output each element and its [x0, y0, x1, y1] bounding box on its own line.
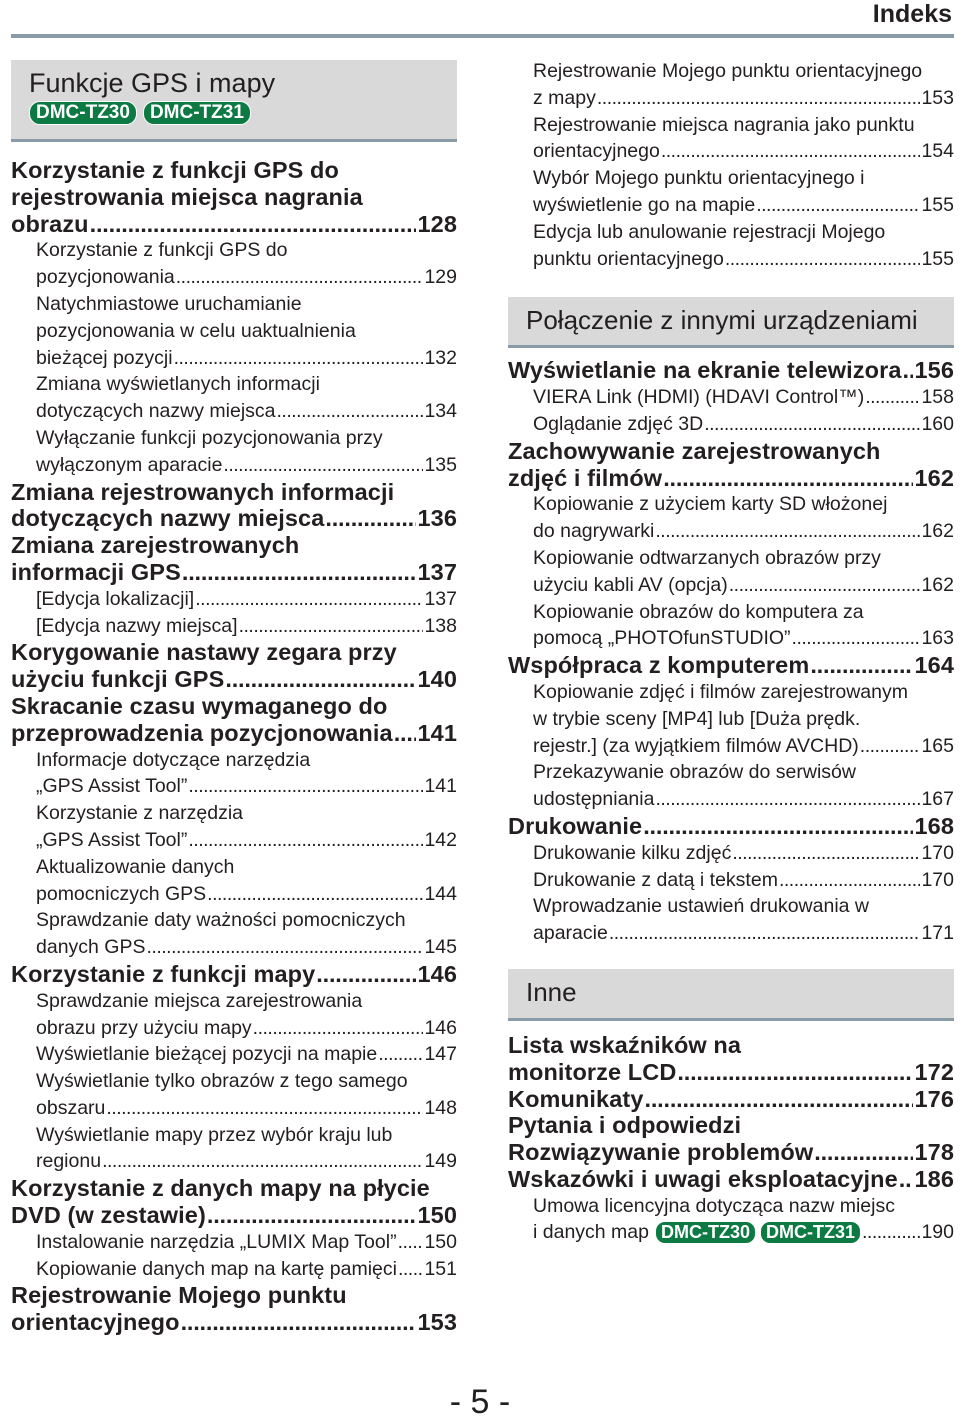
toc-entry-sub	[11, 988, 457, 1042]
toc-entry-text: [Edycja lokalizacji]	[36, 587, 195, 610]
toc-entry-text: Wyświetlanie bieżącej pozycji na mapie	[36, 1043, 378, 1066]
right-column	[508, 58, 954, 1246]
toc-entry-sub	[11, 1041, 457, 1068]
toc-entry-last-line[interactable]	[11, 827, 457, 854]
toc-page-number: 158	[921, 386, 954, 409]
toc-entry-text: wyłączonym aparacie	[36, 453, 223, 476]
toc-entry-text: rejestr.] (za wyjątkiem filmów AVCHD)	[533, 734, 859, 757]
toc-entry-last-line[interactable]	[508, 1086, 954, 1113]
toc-line: Pytania i odpowiedzi	[508, 1112, 742, 1139]
toc-entry-text: przeprowadzenia pozycjonowania	[11, 719, 393, 746]
toc-entry-text: orientacyjnego	[11, 1309, 180, 1336]
toc-entry-last-line[interactable]	[11, 1309, 457, 1336]
toc-entry-last-line[interactable]	[11, 720, 457, 747]
leader-dots	[90, 211, 417, 238]
toc-entry-text: Drukowanie kilku zdjęć	[533, 841, 732, 864]
toc-entry-main	[508, 1166, 954, 1193]
toc-entry-last-line[interactable]	[508, 85, 954, 112]
right-entries-top	[508, 58, 954, 272]
toc-line: Rejestrowanie Mojego punktu orientacyjnego	[533, 60, 923, 82]
toc-line: Edycja lub anulowanie rejestracji Mojego	[533, 220, 886, 243]
toc-line: Zmiana zarejestrowanych	[11, 532, 300, 559]
toc-line: Wyświetlanie mapy przez wybór kraju lub	[36, 1123, 393, 1146]
toc-page-number: 141	[424, 775, 457, 798]
toc-page-number: 153	[417, 1309, 457, 1336]
toc-page-number: 149	[424, 1150, 457, 1173]
toc-entry-last-line[interactable]	[508, 357, 954, 384]
toc-entry-last-line[interactable]	[11, 505, 457, 532]
leader-dots	[253, 1015, 424, 1042]
toc-entry-text: Kopiowanie danych map na kartę pamięci	[36, 1257, 397, 1280]
toc-entry-sub	[11, 586, 457, 613]
toc-entry-last-line[interactable]	[508, 518, 954, 545]
toc-entry-text: Drukowanie	[508, 812, 643, 839]
leader-dots	[661, 138, 921, 165]
toc-entry-text: Korzystanie z funkcji mapy	[11, 960, 316, 987]
toc-entry-text: bieżącej pozycji	[36, 346, 173, 369]
toc-page-number: 171	[921, 922, 954, 945]
toc-entry-sub	[11, 1068, 457, 1122]
toc-page-number: 144	[424, 882, 457, 905]
toc-entry-sub	[508, 165, 954, 219]
toc-page-number: 147	[424, 1043, 457, 1066]
toc-entry-sub	[508, 112, 954, 166]
toc-entry-sub	[11, 800, 457, 854]
toc-page-number: 165	[921, 734, 954, 757]
toc-line: Wprowadzanie ustawień drukowania w	[533, 895, 870, 918]
toc-page-number: 162	[914, 464, 954, 491]
toc-entry-last-line[interactable]	[11, 452, 457, 479]
toc-entry-text: Współpraca z komputerem	[508, 652, 810, 679]
toc-page-number: 140	[417, 666, 457, 693]
leader-dots	[655, 786, 920, 813]
toc-line: Kopiowanie odtwarzanych obrazów przy	[533, 546, 881, 569]
toc-entry-text: „GPS Assist Tool”	[36, 775, 188, 798]
toc-page-number: 167	[921, 788, 954, 811]
toc-page-number: 155	[921, 247, 954, 270]
toc-entry-sub	[11, 854, 457, 908]
leader-dots	[225, 666, 416, 693]
left-column	[11, 60, 457, 1336]
toc-entry-last-line[interactable]	[11, 1041, 457, 1068]
leader-dots	[865, 384, 920, 411]
toc-entry-last-line[interactable]	[11, 264, 457, 291]
toc-entry-sub	[508, 58, 954, 112]
toc-page-number: 154	[921, 140, 954, 163]
section-title: Połączenie z innymi urządzeniami	[526, 305, 918, 336]
toc-entry-text: [Edycja nazwy miejsca]	[36, 614, 238, 637]
toc-entry-last-line[interactable]	[11, 1256, 457, 1283]
toc-entry-main	[11, 1175, 457, 1229]
toc-entry-last-line[interactable]	[508, 572, 954, 599]
leader-dots	[378, 1041, 423, 1068]
toc-entry-sub	[508, 384, 954, 411]
toc-entry-last-line[interactable]	[508, 920, 954, 947]
leader-dots	[277, 398, 424, 425]
toc-page-number: 170	[921, 841, 954, 864]
toc-entry-text: monitorze LCD	[508, 1058, 677, 1085]
toc-entry-text: Instalowanie narzędzia „LUMIX Map Tool”	[36, 1230, 397, 1253]
toc-entry-last-line[interactable]	[508, 246, 954, 273]
toc-page-number: 162	[921, 520, 954, 543]
toc-entry-text: Komunikaty	[508, 1085, 644, 1112]
toc-entry-text: Rozwiązywanie problemów	[508, 1139, 814, 1166]
leader-dots	[398, 1256, 423, 1283]
toc-entry-last-line[interactable]	[508, 625, 954, 652]
toc-entry-text: pomocniczych GPS	[36, 882, 207, 905]
toc-line: Skracanie czasu wymaganego do	[11, 692, 388, 719]
leader-dots	[779, 867, 921, 894]
toc-entry-main	[11, 532, 457, 586]
header-rule	[11, 34, 954, 38]
toc-line: Zachowywanie zarejestrowanych	[508, 437, 881, 464]
toc-entry-main	[508, 652, 954, 679]
leader-dots	[223, 452, 423, 479]
toc-entry-text: DVD (w zestawie)	[11, 1202, 206, 1229]
right-entries-mid	[508, 357, 954, 947]
toc-page-number: 135	[424, 453, 457, 476]
section-title: Funkcje GPS i mapy	[29, 68, 276, 98]
toc-line: Sprawdzanie miejsca zarejestrowania	[36, 989, 363, 1012]
toc-entry-last-line[interactable]	[11, 881, 457, 908]
toc-page-number: 162	[921, 573, 954, 596]
toc-line: Aktualizowanie danych	[36, 855, 235, 878]
toc-entry-sub	[508, 679, 954, 759]
left-entries	[11, 157, 457, 1336]
leader-dots	[102, 1148, 423, 1175]
toc-entry-text: pomocą „PHOTOfunSTUDIO”	[533, 627, 791, 650]
right-entries-bottom	[508, 1032, 954, 1246]
toc-entry-last-line[interactable]	[11, 773, 457, 800]
toc-entry-text: dotyczących nazwy miejsca	[36, 400, 276, 423]
toc-entry-main	[508, 438, 954, 492]
toc-entry-sub	[508, 840, 954, 867]
toc-line: Wybór Mojego punktu orientacyjnego i	[533, 167, 865, 190]
toc-entry-sub	[11, 613, 457, 640]
toc-line: Natychmiastowe uruchamianie	[36, 292, 302, 315]
toc-entry-sub	[508, 599, 954, 653]
toc-entry-main	[11, 961, 457, 988]
model-badges	[29, 101, 439, 125]
toc-entry-text: zdjęć i filmów	[508, 464, 663, 491]
toc-entry-last-line[interactable]	[11, 1148, 457, 1175]
toc-entry-last-line[interactable]	[508, 733, 954, 760]
toc-entry-text: Drukowanie z datą i tekstem	[533, 868, 778, 891]
section-connections	[508, 297, 954, 348]
leader-dots	[729, 572, 921, 599]
toc-page-number: 153	[921, 86, 954, 109]
toc-entry-sub	[508, 491, 954, 545]
toc-entry-text: punktu orientacyjnego	[533, 247, 724, 270]
model-badge: DMC-TZ30	[29, 101, 137, 125]
toc-entry-last-line[interactable]	[11, 586, 457, 613]
toc-page-number: 128	[417, 210, 457, 237]
section-gps-maps	[11, 60, 457, 142]
leader-dots	[645, 1086, 914, 1113]
toc-line: Korzystanie z danych mapy na płycie	[11, 1175, 430, 1202]
toc-entry-last-line[interactable]	[11, 1229, 457, 1256]
leader-dots	[146, 934, 423, 961]
toc-page-number: 134	[424, 400, 457, 423]
section-other	[508, 969, 954, 1021]
toc-entry-text: z mapy	[533, 86, 596, 109]
toc-entry-last-line[interactable]	[508, 1059, 954, 1086]
leader-dots	[643, 813, 913, 840]
leader-dots	[316, 961, 416, 988]
leader-dots	[174, 345, 424, 372]
leader-dots	[188, 773, 423, 800]
toc-entry-sub	[11, 907, 457, 961]
toc-entry-main	[508, 1032, 954, 1086]
toc-page-number: 178	[914, 1139, 954, 1166]
leader-dots	[792, 625, 921, 652]
toc-entry-main	[508, 1139, 954, 1166]
toc-line: Przekazywanie obrazów do serwisów	[533, 761, 856, 784]
toc-page-number: 170	[921, 868, 954, 891]
toc-page-number: 176	[914, 1085, 954, 1112]
toc-entry-text: wyświetlenie go na mapie	[533, 193, 756, 216]
toc-page-number: 155	[921, 193, 954, 216]
toc-entry-text: informacji GPS	[11, 558, 181, 585]
toc-entry-sub	[11, 425, 457, 479]
toc-page-number: 156	[914, 357, 954, 384]
toc-page-number: 160	[921, 412, 954, 435]
toc-page-number: 136	[417, 505, 457, 532]
toc-page-number: 172	[914, 1058, 954, 1085]
toc-entry-last-line[interactable]	[508, 192, 954, 219]
toc-entry-text: i danych map	[533, 1221, 649, 1244]
leader-dots	[704, 411, 920, 438]
toc-entry-last-line[interactable]	[11, 211, 457, 238]
toc-entry-text: orientacyjnego	[533, 140, 660, 163]
toc-page-number: 146	[424, 1016, 457, 1039]
toc-entry-text: Wskazówki i uwagi eksploatacyjne	[508, 1165, 898, 1192]
toc-entry-sub	[11, 1256, 457, 1283]
leader-dots	[398, 1229, 424, 1256]
leader-dots	[207, 881, 423, 908]
model-badge: DMC-TZ31	[760, 1221, 861, 1244]
toc-line: Lista wskaźników na	[508, 1031, 742, 1058]
toc-line: w trybie sceny [MP4] lub [Duża prędk.	[533, 707, 861, 730]
toc-entry-last-line[interactable]	[508, 384, 954, 411]
toc-page-number: 129	[424, 266, 457, 289]
toc-entry-sub	[11, 371, 457, 425]
toc-line: Zmiana wyświetlanych informacji	[36, 373, 320, 396]
toc-entry-last-line[interactable]	[11, 666, 457, 693]
toc-entry-last-line[interactable]	[11, 559, 457, 586]
toc-line: Wyświetlanie tylko obrazów z tego samego	[36, 1070, 408, 1093]
toc-entry-last-line[interactable]	[11, 934, 457, 961]
toc-entry-last-line[interactable]	[508, 786, 954, 813]
toc-entry-main	[11, 157, 457, 237]
toc-entry-main	[11, 639, 457, 693]
leader-dots	[810, 652, 913, 679]
toc-entry-text: regionu	[36, 1150, 102, 1173]
leader-dots	[860, 733, 921, 760]
leader-dots	[597, 85, 921, 112]
toc-entry-main	[508, 1086, 954, 1113]
toc-entry-last-line[interactable]	[508, 1219, 954, 1246]
leader-dots	[325, 505, 416, 532]
toc-line: Korygowanie nastawy zegara przy	[11, 639, 397, 666]
toc-line: pozycjonowania w celu uaktualnienia	[36, 319, 356, 342]
toc-line: Rejestrowanie Mojego punktu	[11, 1282, 347, 1309]
toc-entry-last-line[interactable]	[508, 652, 954, 679]
toc-entry-text: danych GPS	[36, 936, 146, 959]
toc-entry-main	[508, 357, 954, 384]
toc-page-number: 141	[417, 719, 457, 746]
toc-line: Korzystanie z narzędzia	[36, 802, 244, 825]
toc-entry-sub	[11, 747, 457, 801]
toc-entry-last-line[interactable]	[11, 961, 457, 988]
toc-entry-sub	[508, 867, 954, 894]
toc-entry-last-line[interactable]	[508, 465, 954, 492]
toc-line: Kopiowanie obrazów do komputera za	[533, 600, 864, 623]
toc-entry-text: obszaru	[36, 1096, 106, 1119]
toc-page-number: 150	[424, 1230, 457, 1253]
toc-page-number: 137	[424, 587, 457, 610]
toc-entry-sub	[508, 545, 954, 599]
toc-line: Wyłączanie funkcji pozycjonowania przy	[36, 426, 383, 449]
leader-dots	[182, 559, 417, 586]
toc-entry-last-line[interactable]	[11, 1015, 457, 1042]
leader-dots	[732, 840, 920, 867]
leader-dots	[176, 264, 424, 291]
toc-entry-last-line[interactable]	[508, 840, 954, 867]
toc-entry-main	[11, 479, 457, 533]
toc-entry-text: udostępniania	[533, 788, 655, 811]
toc-page-number: 151	[424, 1257, 457, 1280]
toc-entry-text: dotyczących nazwy miejsca	[11, 505, 325, 532]
toc-entry-last-line[interactable]	[11, 1202, 457, 1229]
toc-page-number: 150	[417, 1202, 457, 1229]
toc-entry-last-line[interactable]	[11, 613, 457, 640]
leader-dots	[725, 246, 921, 273]
toc-entry-text: użyciu kabli AV (opcja)	[533, 573, 728, 596]
page-number: - 5 -	[449, 1383, 511, 1421]
toc-entry-sub	[11, 1122, 457, 1176]
toc-entry-last-line[interactable]	[508, 867, 954, 894]
toc-page-number: 163	[921, 627, 954, 650]
toc-entry-main	[11, 693, 457, 747]
toc-page-number: 146	[417, 960, 457, 987]
toc-entry-text: aparacie	[533, 922, 608, 945]
toc-entry-last-line[interactable]	[11, 1095, 457, 1122]
toc-entry-main	[508, 813, 954, 840]
toc-line: Zmiana rejestrowanych informacji	[11, 478, 395, 505]
toc-line: Kopiowanie z użyciem karty SD włożonej	[533, 493, 888, 516]
leader-dots	[903, 357, 914, 384]
leader-dots	[655, 518, 920, 545]
toc-entry-text: obrazu	[11, 210, 89, 237]
toc-entry-last-line[interactable]	[508, 138, 954, 165]
toc-entry-sub	[508, 411, 954, 438]
leader-dots	[862, 1219, 920, 1246]
index-header-label: Indeks	[872, 0, 952, 28]
leader-dots	[756, 192, 920, 219]
toc-entry-sub	[11, 237, 457, 291]
leader-dots	[181, 1309, 417, 1336]
toc-entry-last-line[interactable]	[508, 1139, 954, 1166]
model-badge: DMC-TZ30	[655, 1221, 756, 1244]
toc-entry-sub	[508, 219, 954, 273]
toc-entry-last-line[interactable]	[11, 398, 457, 425]
leader-dots	[814, 1139, 913, 1166]
model-badge: DMC-TZ31	[143, 101, 251, 125]
toc-entry-text: użyciu funkcji GPS	[11, 666, 225, 693]
toc-page-number: 132	[424, 346, 457, 369]
toc-line: Informacje dotyczące narzędzia	[36, 748, 311, 771]
toc-line: Rejestrowanie miejsca nagrania jako punktu	[533, 113, 915, 136]
leader-dots	[609, 920, 921, 947]
section-title: Inne	[526, 976, 577, 1007]
leader-dots	[394, 720, 417, 747]
toc-entry-last-line[interactable]	[508, 411, 954, 438]
toc-entry-sub	[508, 893, 954, 947]
toc-entry-sub	[508, 759, 954, 813]
toc-entry-text: VIERA Link (HDMI) (HDAVI Control™)	[533, 386, 865, 409]
toc-page-number: 145	[424, 936, 457, 959]
toc-entry-text: obrazu przy użyciu mapy	[36, 1016, 252, 1039]
toc-entry-text: do nagrywarki	[533, 520, 655, 543]
toc-entry-last-line[interactable]	[11, 345, 457, 372]
leader-dots	[188, 827, 423, 854]
leader-dots	[677, 1059, 913, 1086]
toc-entry-last-line[interactable]	[508, 1166, 954, 1193]
toc-entry-text: pozycjonowania	[36, 266, 175, 289]
toc-entry-main	[11, 1282, 457, 1336]
toc-line: Korzystanie z funkcji GPS do	[11, 157, 339, 183]
leader-dots	[663, 465, 913, 492]
leader-dots	[195, 586, 423, 613]
toc-line: Kopiowanie zdjęć i filmów zarejestrowanym	[533, 680, 908, 703]
toc-page-number: 137	[417, 558, 457, 585]
toc-entry-sub	[11, 291, 457, 371]
toc-line: Sprawdzanie daty ważności pomocniczych	[36, 909, 406, 932]
toc-page-number: 142	[424, 828, 457, 851]
toc-page-number: 148	[424, 1096, 457, 1119]
toc-page-number: 164	[914, 652, 954, 679]
toc-entry-text: „GPS Assist Tool”	[36, 828, 188, 851]
leader-dots	[899, 1166, 914, 1193]
toc-page-number: 186	[914, 1165, 954, 1192]
leader-dots	[106, 1095, 423, 1122]
toc-line: Umowa licencyjna dotycząca nazw miejsc	[533, 1194, 895, 1217]
toc-page-number: 168	[914, 812, 954, 839]
leader-dots	[207, 1202, 417, 1229]
toc-entry-last-line[interactable]	[508, 813, 954, 840]
toc-line: rejestrowania miejsca nagrania	[11, 183, 363, 210]
toc-page-number: 190	[921, 1221, 954, 1244]
toc-entry-text: Wyświetlanie na ekranie telewizora	[508, 357, 902, 384]
toc-entry-sub	[11, 1229, 457, 1256]
toc-line: Korzystanie z funkcji GPS do	[36, 239, 288, 262]
toc-entry-text: Oglądanie zdjęć 3D	[533, 412, 704, 435]
toc-page-number: 138	[424, 614, 457, 637]
leader-dots	[239, 613, 424, 640]
